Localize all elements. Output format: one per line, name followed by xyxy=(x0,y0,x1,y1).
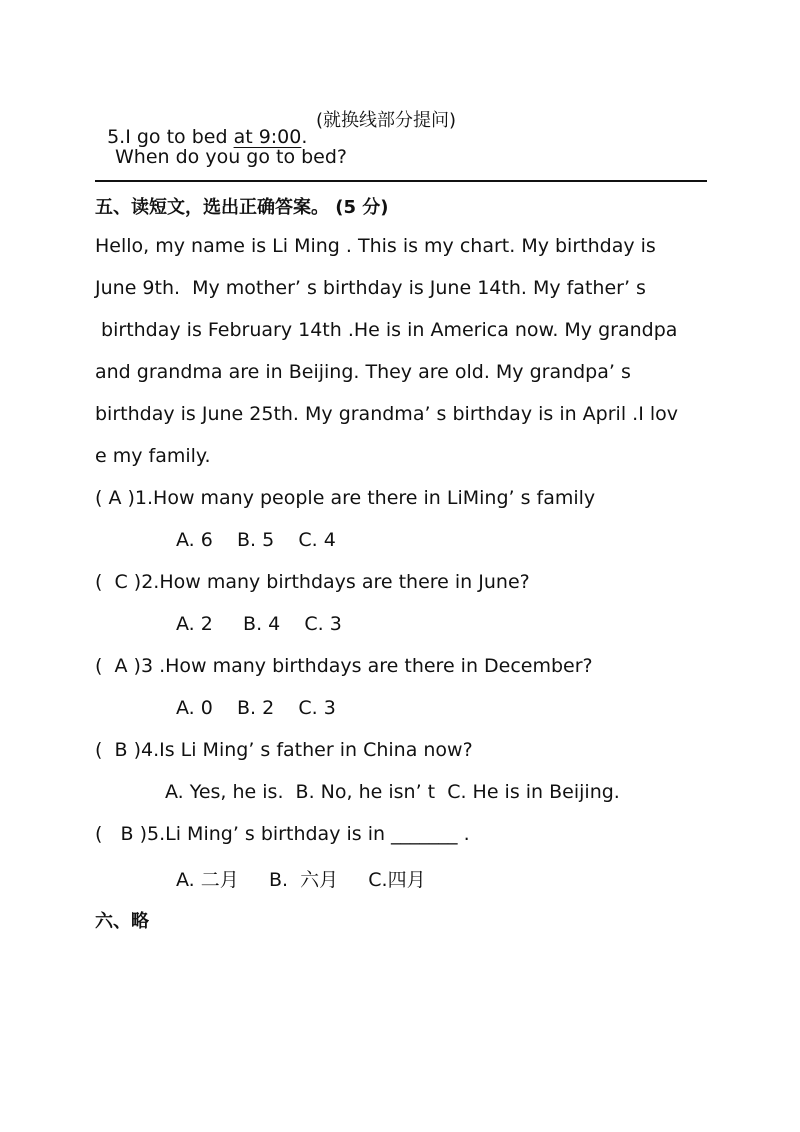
passage-line: e my family. xyxy=(95,445,211,467)
question-5-stem: ( B )5.Li Ming’ s birthday is in _______ . xyxy=(95,823,470,845)
question-5-options: A. 二月 B. 六月 C.四月 xyxy=(176,869,426,891)
section5-title: 五、读短文，选出正确答案。 (5 分) xyxy=(95,197,389,218)
divider-line xyxy=(95,180,707,182)
section6-title: 六、略 xyxy=(95,911,149,932)
question-2-stem: ( C )2.How many birthdays are there in June? xyxy=(95,571,530,593)
passage-line: Hello, my name is Li Ming . This is my chart. My birthday is xyxy=(95,235,656,257)
passage-line: June 9th. My mother’ s birthday is June 14th. My father’ s xyxy=(95,277,646,299)
question-4-options: A. Yes, he is. B. No, he isn’ t C. He is in Beijing. xyxy=(165,781,620,803)
question-4-stem: ( B )4.Is Li Ming’ s father in China now? xyxy=(95,739,473,761)
passage-line: birthday is June 25th. My grandma’ s birthday is in April .I lov xyxy=(95,403,678,425)
passage-line: and grandma are in Beijing. They are old. My grandpa’ s xyxy=(95,361,631,383)
q5-prefix: 5.I go to bed xyxy=(107,126,234,148)
q5-instruction: (就换线部分提问) xyxy=(316,110,457,131)
q5-answer: When do you go to bed? xyxy=(115,146,348,168)
question-3-stem: ( A )3 .How many birthdays are there in December? xyxy=(95,655,593,677)
q5-underlined: at 9:00 xyxy=(233,126,302,148)
q5-line xyxy=(95,104,307,148)
q5-suffix: . xyxy=(301,126,308,148)
question-3-options: A. 0 B. 2 C. 3 xyxy=(176,697,336,719)
question-2-options: A. 2 B. 4 C. 3 xyxy=(176,613,342,635)
passage-line: birthday is February 14th .He is in America now. My grandpa xyxy=(95,319,678,341)
question-1-stem: ( A )1.How many people are there in LiMing’ s family xyxy=(95,487,596,509)
question-1-options: A. 6 B. 5 C. 4 xyxy=(176,529,336,551)
